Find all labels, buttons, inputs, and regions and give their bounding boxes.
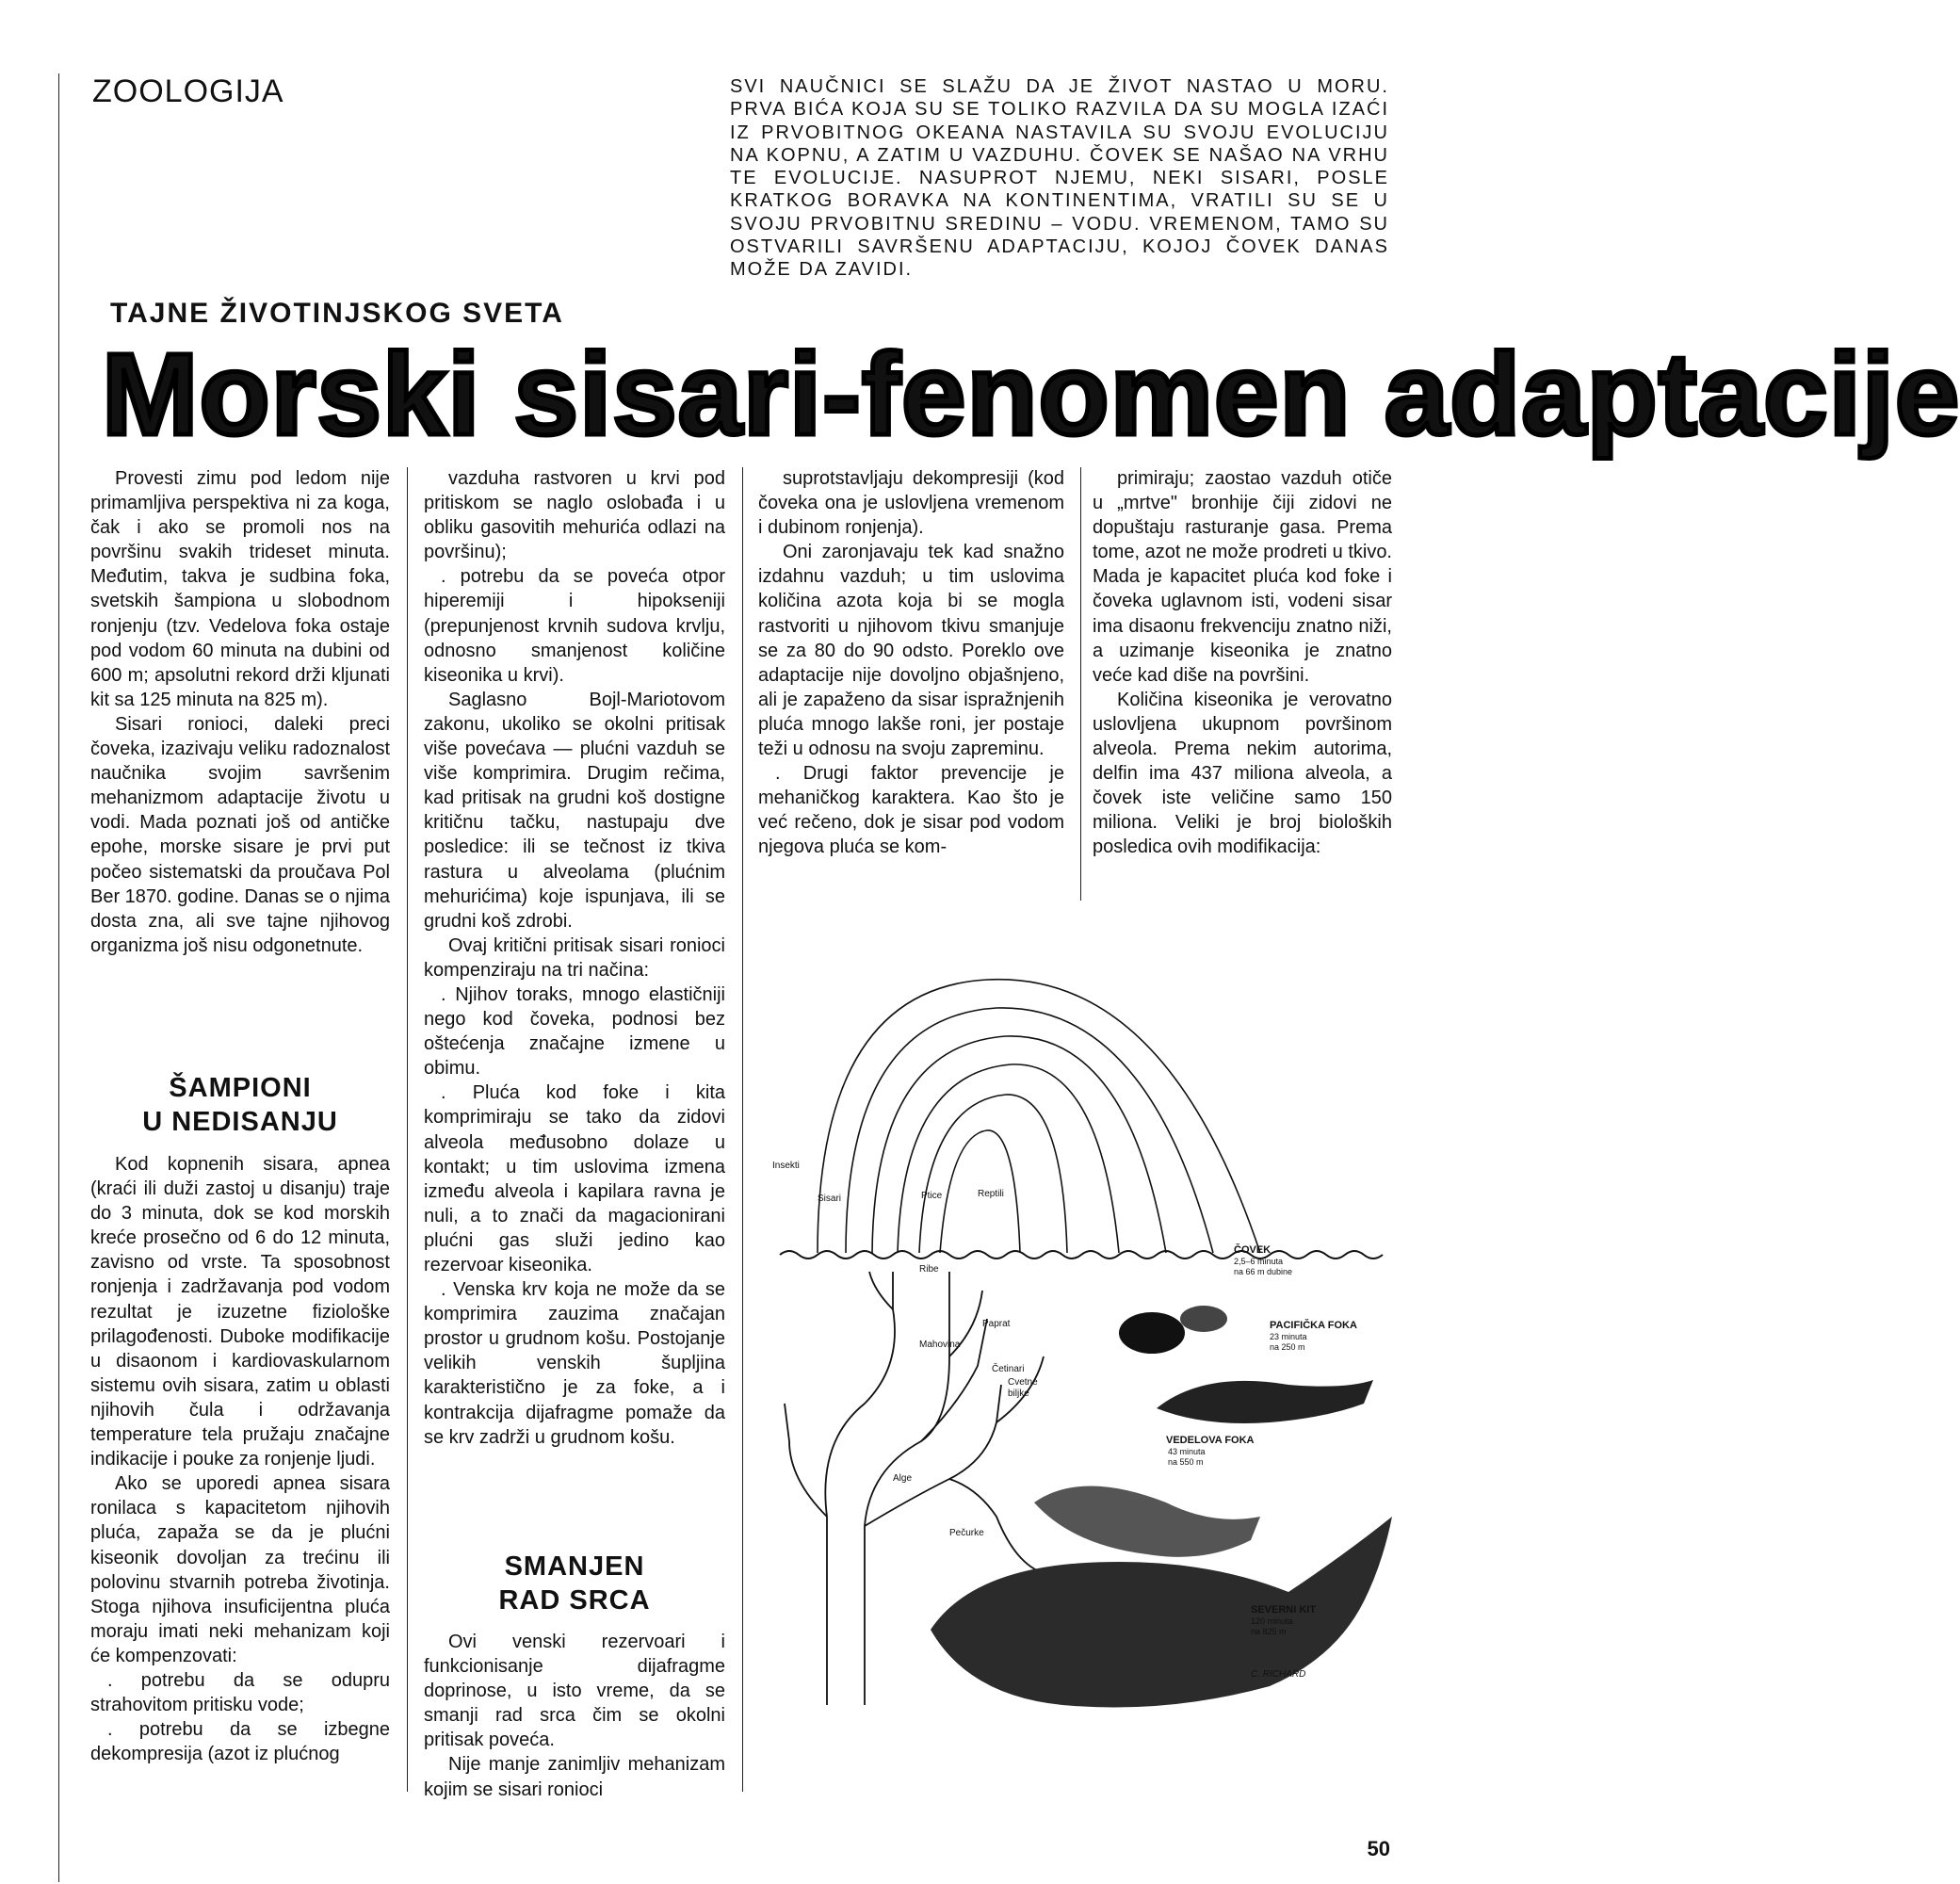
paragraph: Ako se uporedi apnea sisara ronilaca s kapacitetom njihovih pluća, zapaža se da je plućni kiseonik dovoljan za trećinu ili polovinu stvarnih potreba životinja. Stoga njihova insuficijentna pluća moraju imati neki mehanizam koji će kompenzovati:	[90, 1473, 390, 1666]
kicker: TAJNE ŽIVOTINJSKOG SVETA	[110, 298, 564, 329]
tree-label: Paprat	[982, 1319, 1011, 1329]
list-item: . Drugi faktor prevencije je mehaničkog karaktera. Kao što je već rečeno, dok je sisar pod vodom njegova pluća se kom-	[758, 763, 1064, 858]
paragraph: Sisari ronioci, daleki preci čoveka, izazivaju veliku radoznalost naučnika svojim savršenim mehanizmom adaptacije životu u vodi. Mada poznati još od antičke epohe, morske sisare je prvi put počeo sistematski da proučava Pol Ber 1870. godine. Danas se o njima dosta zna, ali sve tajne njihovog organizma još nisu odgonetnute.	[90, 713, 390, 956]
column-2-lower	[424, 1630, 725, 1802]
column-rule-1	[407, 467, 408, 1792]
list-item: . Pluća kod foke i kita komprimiraju se tako da zidovi alveola međusobno dolaze u kontakt; u tim uslovima izmena između alveola i kapilara ravna je nuli, a to znači da magacionirani plućni gas služi jedino kao rezervoar kiseonika.	[424, 1082, 725, 1275]
subhead-line: ŠAMPIONI	[169, 1073, 312, 1103]
page-left-rule	[58, 73, 59, 1882]
paragraph: primiraju; zaostao vazduh otiče u „mrtve" bronhije čiji zidovi ne dopuštaju rasturanje gasa. Prema tome, azot ne može prodreti u tkivo. Mada je kapacitet pluća kod foke i čoveka uglavnom isti, vodeni sisar ima disaonu frekvenciju znatno niži, a uzimanje kiseonika je znatno veće kad diše na površini.	[1093, 468, 1392, 686]
diver-depth: na 550 m	[1168, 1457, 1204, 1467]
list-item: . Njihov toraks, mnogo elastičniji nego kod čoveka, podnosi bez oštećenja značajne izmene u obimu.	[424, 983, 725, 1080]
tree-label: Mahovina	[919, 1340, 961, 1350]
pacific-seal-figure	[1157, 1380, 1373, 1423]
paragraph: Oni zaronjavaju tek kad snažno izdahnu vazduh; u tim uslovima količina azota koja bi se mogla rastvoriti u njihovom tkivu smanjuje se za 80 do 90 odsto. Poreklo ove adaptacije nije dovoljno objašnjeno, ali je zapaženo da sisar ispražnjenih pluća mnogo lakše roni, jer postaje teži u odnosu na svoju zapreminu.	[758, 542, 1064, 760]
tree-label: Četinari	[992, 1364, 1025, 1374]
tree-label: Insekti	[772, 1161, 800, 1171]
diver-time: 2,5–6 minuta	[1234, 1257, 1284, 1266]
illustrator-signature: C. RICHARD	[1251, 1669, 1306, 1680]
tree-label: Cvetne	[1008, 1377, 1038, 1388]
diver-name: SEVERNI KIT	[1251, 1604, 1317, 1616]
evolution-arcs	[818, 980, 1260, 1253]
column-4	[1093, 466, 1392, 860]
diver-depth: na 66 m dubine	[1234, 1267, 1293, 1276]
diver-time: 43 minuta	[1168, 1447, 1206, 1456]
tree-label: Ptice	[921, 1191, 943, 1201]
diver-time: 23 minuta	[1270, 1332, 1307, 1341]
paragraph: Količina kiseonika je verovatno uslovljena ukupnom površinom alveola. Prema nekim autorima, delfin ima 437 miliona alveola, a čovek iste veličine samo 150 miliona. Veliki je broj bioloških posledica ovih modifikacija:	[1093, 689, 1392, 858]
diver-depth: na 250 m	[1270, 1342, 1305, 1352]
subhead-sampioni	[90, 1071, 390, 1139]
tree-label: Ribe	[919, 1264, 939, 1275]
subhead-line: U NEDISANJU	[142, 1107, 338, 1137]
water-line	[780, 1251, 1383, 1259]
column-1	[90, 466, 390, 958]
diver-depth: na 825 m	[1251, 1627, 1287, 1636]
column-rule-3	[1080, 467, 1081, 901]
diver-name: ČOVEK	[1234, 1244, 1272, 1256]
list-item: . potrebu da se odupru strahovitom pritisku vode;	[90, 1669, 390, 1716]
tree-label: Sisari	[818, 1194, 842, 1204]
paragraph: Ovi venski rezervoari i funkcionisanje dijafragme doprinose, u isto vreme, da se smanji rad srca čim se okolni pritisak poveća.	[424, 1632, 725, 1751]
column-1-lower	[90, 1152, 390, 1766]
subhead-line: SMANJEN	[504, 1551, 645, 1582]
list-item: . potrebu da se poveća otpor hiperemiji i hipokseniji (prepunjenost krvnih sudova krvlju, odnosno smanjenost količine kiseonika u krvi).	[424, 566, 725, 686]
list-item: . Venska krv koja ne može da se komprimira zauzima značajan prostor u grudnom košu. Postojanje velikih venskih šupljina karakteristično je za foke, a i kontrakcija dijafragme pomaže da se krv zadrži u grudnom košu.	[424, 1279, 725, 1448]
tree-labels	[772, 1161, 1038, 1538]
paragraph: vazduha rastvoren u krvi pod pritiskom se naglo oslobađa i u obliku gasovitih mehurića odlazi na površinu);	[424, 468, 725, 563]
diver-name: PACIFIČKA FOKA	[1270, 1320, 1357, 1331]
weddell-seal-figure	[1034, 1486, 1260, 1557]
intro-paragraph: SVI NAUČNICI SE SLAŽU DA JE ŽIVOT NASTAO U MORU. PRVA BIĆA KOJA SU SE TOLIKO RAZVILA DA SU MOGLA IZAĆI IZ PRVOBITNOG OKEANA NASTAVILA SU SVOJU EVOLUCIJU NA KOPNU, A ZATIM U VAZDUHU. ČOVEK SE NAŠAO NA VRHU TE EVOLUCIJE. NASUPROT NJEMU, NEKI SISARI, POSLE KRATKOG BORAVKA NA KONTINENTIMA, VRATILI SU SE U SVOJU PRVOBITNU SREDINU – VODU. VREMENOM, TAMO SU OSTVARILI SAVRŠENU ADAPTACIJU, KOJOJ ČOVEK DANAS MOŽE DA ZAVIDI.	[730, 76, 1389, 281]
paragraph: Kod kopnenih sisara, apnea (kraći ili duži zastoj u disanju) traje do 3 minuta, dok se kod morskih kreće prosečno od 6 do 12 minuta, zavisno od vrste. Ta sposobnost ronjenja i zadržavanja pod vodom rezultat je izuzetne fiziološke prilagođenosti. Duboke modifikacije u disaonom i kardiovaskularnom sistemu ovih sisara, zatim u oblasti njihovih čula i održavanja temperature tela pružaju značajne indikacije i pouke za ronjenje ljudi.	[90, 1154, 390, 1470]
paragraph: Nije manje zanimljiv mehanizam kojim se sisari ronioci	[424, 1754, 725, 1800]
list-item: . potrebu da se izbegne dekompresija (azot iz plućnog	[90, 1719, 390, 1765]
column-rule-2	[742, 467, 743, 1792]
human-diver-figure	[1119, 1312, 1185, 1354]
paragraph: Provesti zimu pod ledom nije primamljiva perspektiva ni za koga, čak i ako se promoli nos na površinu svakih trideset minuta. Međutim, takva je sudbina foka, svetskih šampiona u slobodnom ronjenju (tzv. Vedelova foka ostaje pod vodom 60 minuta na dubini od 600 m; apsolutni rekord drži kljunati kit sa 125 minuta na 825 m).	[90, 468, 390, 710]
column-2	[424, 466, 725, 1450]
tree-label: Reptili	[978, 1189, 1004, 1199]
section-label: ZOOLOGIJA	[92, 73, 284, 109]
tree-label: Pečurke	[949, 1528, 984, 1538]
tree-label: biljke	[1008, 1389, 1029, 1399]
headline-wrap	[102, 331, 1960, 460]
paragraph: suprotstavljaju dekompresiji (kod čoveka ona je uslovljena vremenom i dubinom ronjenja).	[758, 468, 1064, 539]
diver-time: 120 minuta	[1251, 1616, 1293, 1626]
evolution-illustration	[761, 914, 1411, 1752]
tree-label: Alge	[893, 1473, 913, 1484]
subhead-line: RAD SRCA	[498, 1585, 651, 1616]
column-3	[758, 466, 1064, 860]
headline: Morski sisari-fenomen adaptacije	[102, 331, 1960, 460]
diver-name: VEDELOVA FOKA	[1166, 1435, 1255, 1446]
paragraph: Ovaj kritični pritisak sisari ronioci kompenziraju na tri načina:	[424, 934, 725, 981]
subhead-smanjen	[424, 1550, 725, 1617]
page-number: 50	[1367, 1837, 1390, 1860]
paragraph: Saglasno Bojl-Mariotovom zakonu, ukoliko se okolni pritisak više povećava — plućni vazduh se više komprimira. Drugim rečima, kad pritisak na grudni koš dostigne kritičnu tačku, nastupaju dve posledice: ili se tečnost iz tkiva rastura u alveolama (plućnim mehurićima) koje ispunjava, ili se grudni koš zdrobi.	[424, 689, 725, 932]
